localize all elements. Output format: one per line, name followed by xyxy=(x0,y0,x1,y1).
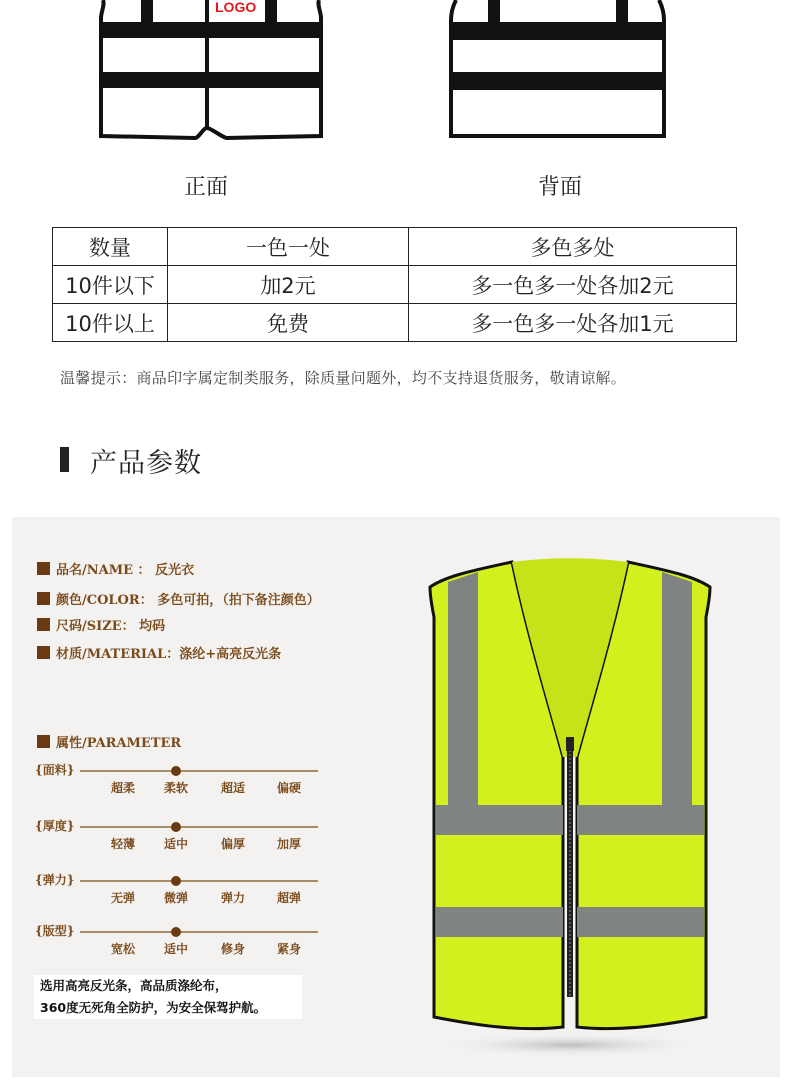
safety-vest-image xyxy=(420,557,720,1067)
bullet-square-icon xyxy=(37,735,50,748)
notice-text: 温馨提示：商品印字属定制类服务，除质量问题外，均不支持退货服务，敬请谅解。 xyxy=(60,369,627,387)
spec-size xyxy=(37,615,165,634)
param-selected-dot xyxy=(171,927,181,937)
param-label: {版型} xyxy=(35,924,75,938)
back-vest-outline xyxy=(446,0,671,145)
table-header-cell: 数量 xyxy=(53,228,168,266)
param-option: 无弹 xyxy=(110,891,135,905)
table-header-cell: 一色一处 xyxy=(168,228,409,266)
param-row-fabric xyxy=(35,761,335,811)
slogan-box xyxy=(34,975,302,1019)
param-option: 轻薄 xyxy=(110,837,135,851)
bullet-square-icon xyxy=(37,618,50,631)
bullet-square-icon xyxy=(37,562,50,575)
param-scale-line xyxy=(80,770,318,772)
param-scale-line xyxy=(80,931,318,933)
front-vest-outline xyxy=(95,0,325,145)
param-label: {弹力} xyxy=(35,873,75,887)
param-option: 修身 xyxy=(220,942,245,956)
param-option: 加厚 xyxy=(276,837,301,851)
param-option: 超弹 xyxy=(276,891,301,905)
table-header-row xyxy=(53,228,737,266)
spec-name xyxy=(37,559,194,578)
table-cell: 免费 xyxy=(168,304,409,342)
parameter-heading xyxy=(37,732,181,751)
param-scale-line xyxy=(80,880,318,882)
section-marker xyxy=(60,447,69,472)
param-row-fit xyxy=(35,922,335,972)
param-option: 宽松 xyxy=(110,942,135,956)
section-title: 产品参数 xyxy=(90,448,202,479)
param-selected-dot xyxy=(171,876,181,886)
param-selected-dot xyxy=(171,822,181,832)
table-cell: 多一色多一处各加1元 xyxy=(409,304,737,342)
param-option: 微弹 xyxy=(163,891,188,905)
param-option: 适中 xyxy=(163,837,188,851)
logo-placeholder-text: LOGO xyxy=(215,0,257,15)
table-header-cell: 多色多处 xyxy=(409,228,737,266)
param-option: 适中 xyxy=(163,942,188,956)
table-cell: 多一色多一处各加2元 xyxy=(409,266,737,304)
table-row xyxy=(53,266,737,304)
param-option: 超柔 xyxy=(110,781,135,795)
spec-text: 材质/MATERIAL：涤纶+高亮反光条 xyxy=(56,647,282,662)
param-option: 弹力 xyxy=(220,891,245,905)
front-caption: 正面 xyxy=(183,175,228,200)
table-row xyxy=(53,304,737,342)
param-row-thickness xyxy=(35,817,335,867)
spec-text: 品名/NAME ： 反光衣 xyxy=(56,563,195,578)
bullet-square-icon xyxy=(37,592,50,605)
bullet-square-icon xyxy=(37,646,50,659)
param-option: 偏厚 xyxy=(220,837,245,851)
slogan-line: 选用高亮反光条，高品质涤纶布， xyxy=(40,978,228,993)
param-option: 紧身 xyxy=(276,942,301,956)
param-option: 偏硬 xyxy=(276,781,301,795)
product-panel xyxy=(12,517,780,1077)
spec-text: 尺码/SIZE： 均码 xyxy=(56,619,166,634)
param-selected-dot xyxy=(171,766,181,776)
param-option: 超适 xyxy=(220,781,245,795)
param-option: 柔软 xyxy=(163,781,188,795)
slogan-line: 360度无死角全防护，为安全保驾护航。 xyxy=(40,1000,267,1015)
price-table xyxy=(52,227,737,342)
param-row-elasticity xyxy=(35,871,335,921)
param-label: {厚度} xyxy=(35,819,75,833)
spec-text: 颜色/COLOR： 多色可拍，（拍下备注颜色） xyxy=(56,593,320,608)
parameter-heading-text: 属性/PARAMETER xyxy=(56,736,182,751)
spec-material xyxy=(37,643,281,662)
param-scale-line xyxy=(80,826,318,828)
back-caption: 背面 xyxy=(537,175,582,200)
param-label: {面料} xyxy=(35,763,75,777)
table-cell: 10件以上 xyxy=(53,304,168,342)
table-cell: 10件以下 xyxy=(53,266,168,304)
table-cell: 加2元 xyxy=(168,266,409,304)
spec-color xyxy=(37,589,320,608)
